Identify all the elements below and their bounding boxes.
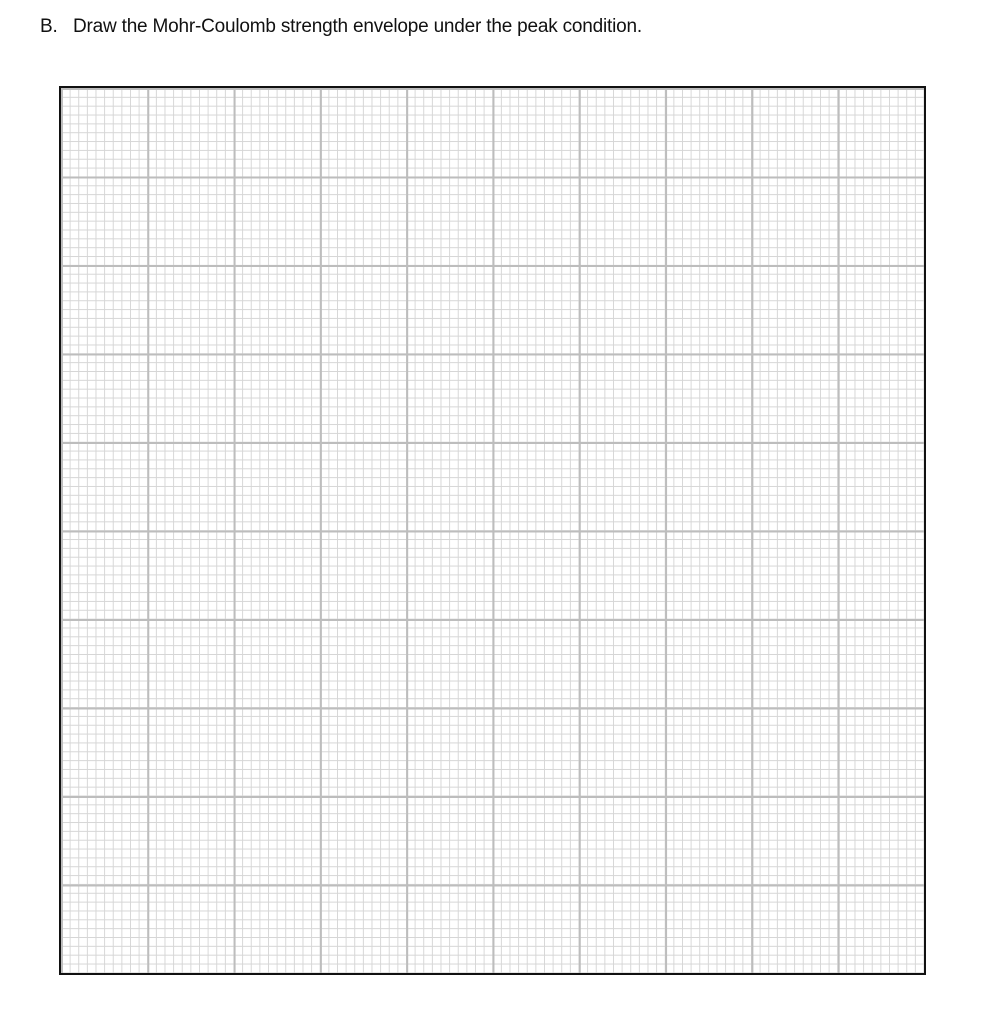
graph-paper-grid[interactable] (59, 86, 926, 975)
question-prompt (40, 16, 642, 38)
question-label: B. (40, 16, 58, 37)
question-text: Draw the Mohr-Coulomb strength envelope under the peak condition. (73, 16, 642, 37)
